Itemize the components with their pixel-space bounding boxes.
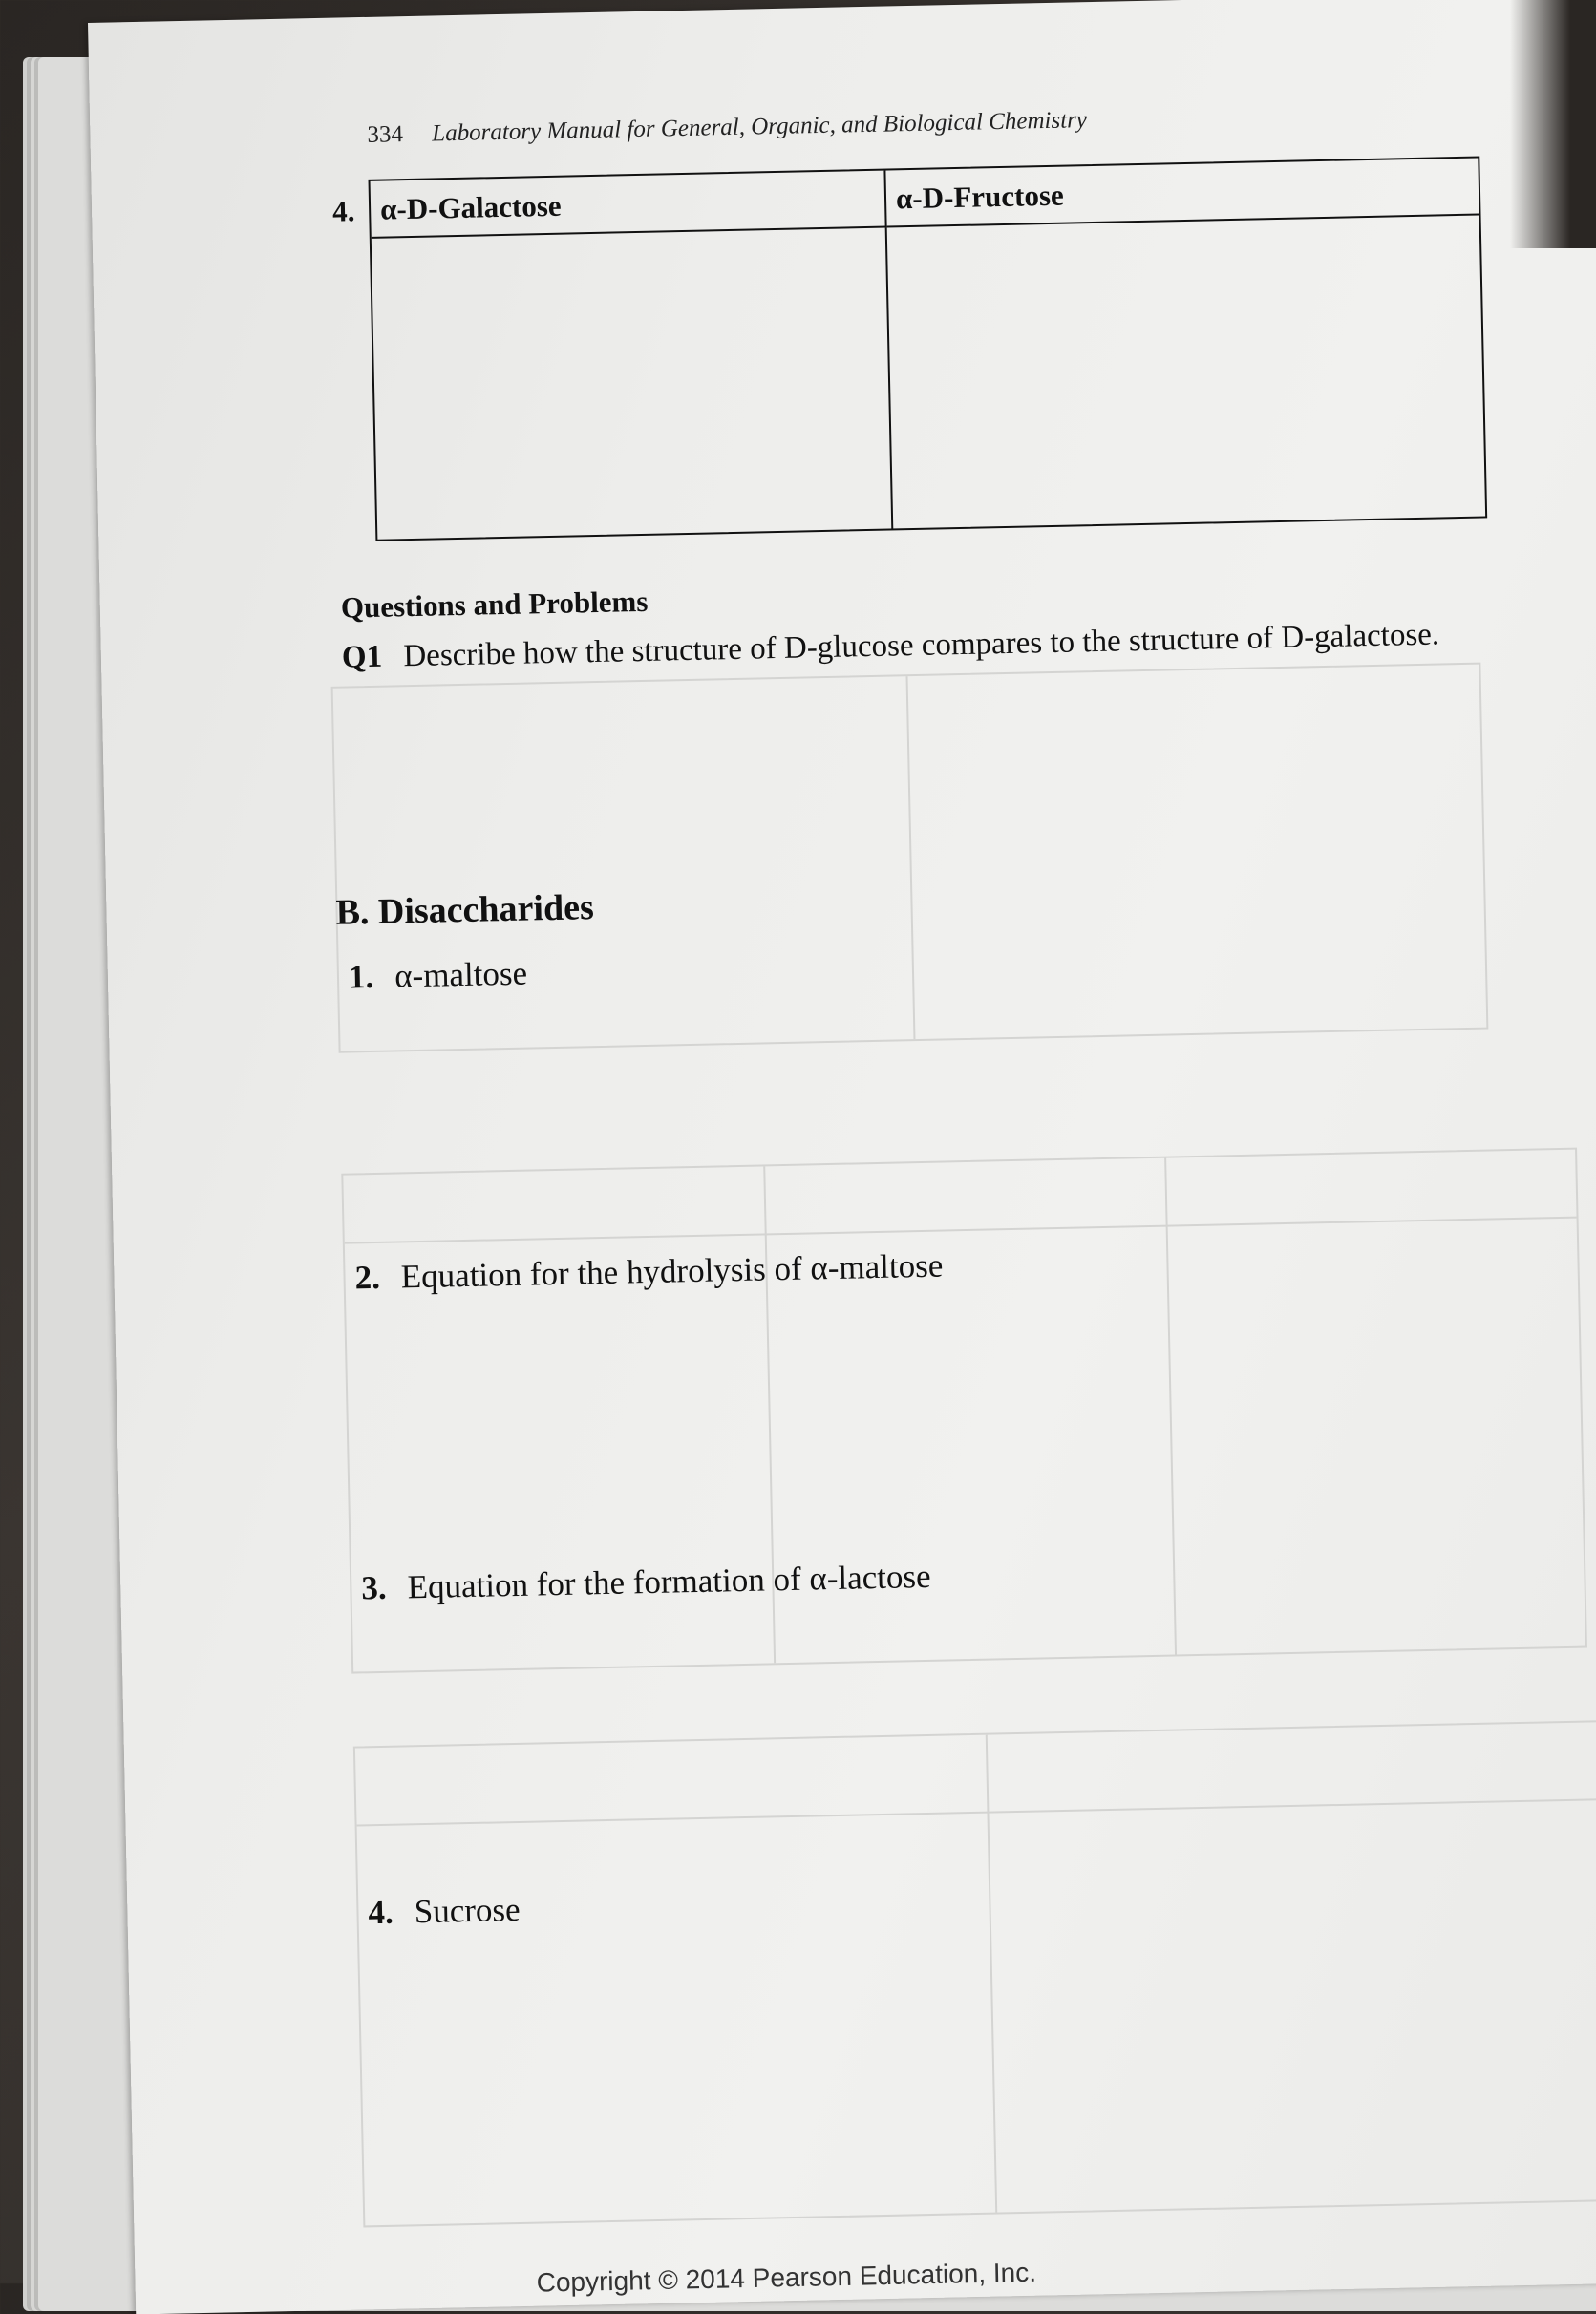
showthrough-box-3 bbox=[353, 1719, 1596, 2227]
galactose-drawing-cell[interactable] bbox=[372, 228, 893, 540]
showthrough-box-1 bbox=[331, 663, 1489, 1053]
fructose-label: α-D-Fructose bbox=[895, 178, 1065, 216]
table-row-number: 4. bbox=[331, 194, 355, 228]
item-4-text: Sucrose bbox=[414, 1890, 521, 1931]
disaccharide-item-4 bbox=[368, 1891, 521, 1932]
structure-table bbox=[368, 157, 1487, 541]
background-shadow bbox=[1510, 0, 1596, 248]
lab-manual-page bbox=[88, 0, 1596, 2314]
item-4-number: 4. bbox=[368, 1893, 394, 1932]
book-title: Laboratory Manual for General, Organic, and Biological Chemistry bbox=[431, 107, 1088, 147]
galactose-label: α-D-Galactose bbox=[379, 188, 562, 226]
page-number: 334 bbox=[367, 121, 404, 148]
disaccharides-heading: B. Disaccharides bbox=[335, 887, 595, 933]
item-2-text: Equation for the hydrolysis of α-maltose bbox=[400, 1246, 944, 1296]
item-2-number: 2. bbox=[354, 1258, 381, 1297]
fructose-drawing-cell[interactable] bbox=[887, 216, 1485, 529]
item-3-text: Equation for the formation of α-lactose bbox=[407, 1557, 931, 1606]
page-header bbox=[367, 107, 1087, 149]
item-1-text: α-maltose bbox=[394, 954, 528, 995]
question-1-label: Q1 bbox=[341, 639, 383, 675]
disaccharide-item-1 bbox=[349, 955, 528, 997]
question-1-text: Describe how the structure of D-glucose compares to the structure of D-galactose. bbox=[403, 617, 1440, 674]
table-header-galactose bbox=[371, 171, 887, 239]
item-3-number: 3. bbox=[360, 1568, 388, 1607]
questions-heading: Questions and Problems bbox=[340, 584, 649, 625]
copyright-footer: Copyright © 2014 Pearson Education, Inc. bbox=[536, 2257, 1037, 2298]
item-1-number: 1. bbox=[348, 957, 374, 996]
